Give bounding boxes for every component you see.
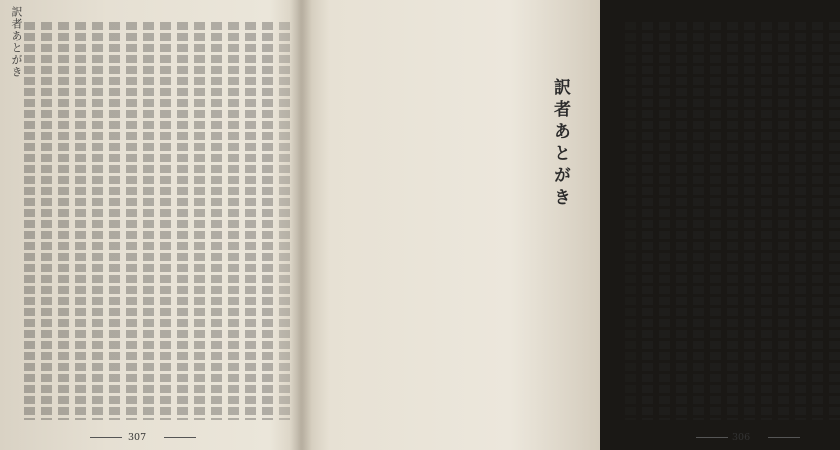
text-column-placeholder [642,22,653,420]
text-column-placeholder [245,22,256,420]
text-column-placeholder [24,22,35,420]
text-column-placeholder [625,22,636,420]
left-page [0,0,300,450]
text-column-placeholder [659,22,670,420]
page-number-right: 306 [732,432,751,443]
text-column-placeholder [58,22,69,420]
left-page-body-text [28,22,290,420]
text-column-placeholder [177,22,188,420]
text-column-placeholder [829,22,840,420]
text-column-placeholder [126,22,137,420]
text-column-placeholder [194,22,205,420]
text-column-placeholder [761,22,772,420]
text-column-placeholder [778,22,789,420]
page-number-rule-left-a [90,437,122,438]
text-column-placeholder [143,22,154,420]
text-column-placeholder [676,22,687,420]
text-column-placeholder [228,22,239,420]
page-number-left: 307 [128,432,147,443]
text-column-placeholder [75,22,86,420]
page-number-rule-right-b [768,437,800,438]
text-column-placeholder [211,22,222,420]
text-column-placeholder [160,22,171,420]
text-column-placeholder [744,22,755,420]
text-column-placeholder [92,22,103,420]
text-column-placeholder [710,22,721,420]
text-column-placeholder [812,22,823,420]
running-header: 訳者あとがき [10,6,23,78]
page-number-rule-right-a [696,437,728,438]
text-column-placeholder [279,22,290,420]
text-column-placeholder [262,22,273,420]
text-column-placeholder [41,22,52,420]
text-column-placeholder [109,22,120,420]
chapter-title: 訳者あとがき [550,78,570,210]
text-column-placeholder [693,22,704,420]
right-page-body-text [618,22,840,420]
text-column-placeholder [795,22,806,420]
text-column-placeholder [727,22,738,420]
page-number-rule-left-b [164,437,196,438]
right-page [300,0,751,450]
